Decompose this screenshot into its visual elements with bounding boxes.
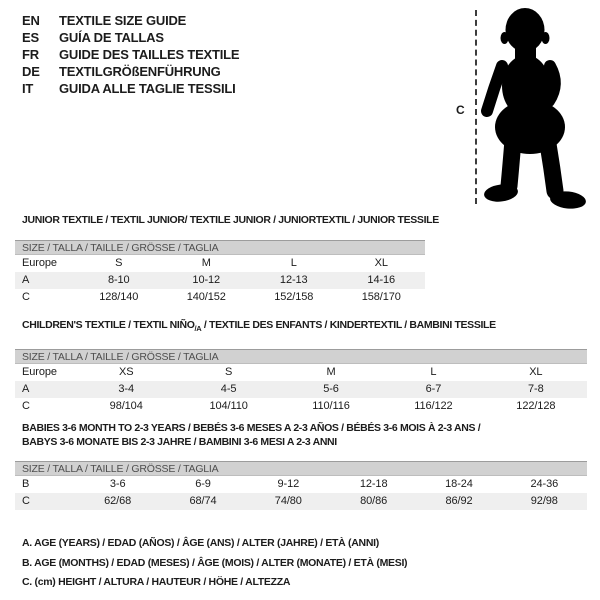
babies-size-table [15,461,587,510]
junior-size-table [15,240,425,306]
section-childrens-textile [15,318,587,415]
language-row [22,12,239,29]
height-cell: 74/80 [274,495,302,507]
language-code: EN [22,13,40,28]
age-cell: 18-24 [445,478,473,490]
table-row-europe [15,255,425,272]
language-row [22,29,239,46]
footnote-b: B. AGE (MONTHS) / EDAD (MESES) / ÂGE (MOIS) / ALTER (MONATE) / ETÀ (MESI) [22,556,408,569]
age-cell: 6-9 [195,478,211,490]
height-cell: 92/98 [530,495,558,507]
size-header-bar: SIZE / TALLA / TAILLE / GRÖSSE / TAGLIA [15,349,587,364]
footnote-c: C. (cm) HEIGHT / ALTURA / HAUTEUR / HÖHE / ALTEZZA [22,576,291,588]
row-label: C [22,495,30,507]
table-row-age [15,272,425,289]
height-cell: 158/170 [361,291,401,303]
size-cell: XL [374,257,388,269]
children-size-table [15,349,587,415]
language-title: GUIDE DES TAILLES TEXTILE [59,47,240,62]
section-title: CHILDREN'S TEXTILE / TEXTIL $NIÑO_{/A}$ / TEXTILE DES ENFANTS / KINDERTEXTIL / BAMBINI TESSILE [22,319,496,334]
height-cell: 152/158 [274,291,314,303]
row-label: C [22,400,30,413]
height-cell: 62/68 [104,495,132,507]
age-cell: 24-36 [530,478,559,490]
language-title: TEXTILE SIZE GUIDE [59,13,187,28]
section-title: JUNIOR TEXTILE / TEXTIL JUNIOR/ TEXTILE JUNIOR / JUNIORTEXTIL / JUNIOR TESSILE [22,214,439,226]
table-row-europe [15,364,587,381]
age-cell: 12-18 [359,478,388,490]
language-code: FR [22,47,39,62]
age-cell: 10-12 [192,274,221,286]
language-code: ES [22,30,39,45]
row-label: C [22,291,30,303]
height-cell: 98/104 [109,400,143,413]
language-title: GUIDA ALLE TAGLIE TESSILI [59,81,236,96]
legend-footnotes [22,534,407,593]
row-label: A [22,383,30,396]
row-label: Europe [22,366,57,379]
language-row [22,46,239,63]
height-cell: 80/86 [360,495,388,507]
table-row-age [15,381,587,398]
age-cell: 3-6 [109,478,126,490]
size-header-bar: SIZE / TALLA / TAILLE / GRÖSSE / TAGLIA [15,240,425,255]
language-row [22,80,239,97]
footnote-a: A. AGE (YEARS) / EDAD (AÑOS) / ÂGE (ANS) / ALTER (JAHRE) / ETÀ (ANNI) [22,537,379,549]
height-cell: 140/152 [186,291,226,303]
age-cell: 8-10 [107,274,130,286]
height-cell: 116/122 [414,400,453,413]
height-cell: 110/116 [312,400,350,413]
age-cell: 4-5 [220,383,237,396]
age-cell: 9-12 [277,478,300,490]
age-cell: 12-13 [279,274,308,286]
size-cell: XS [118,366,134,379]
height-cell: 128/140 [99,291,139,303]
age-cell: 3-4 [118,383,134,396]
size-cell: M [326,366,336,379]
height-cell: 122/128 [516,400,556,413]
language-title: TEXTILGRÖßENFÜHRUNG [59,64,221,79]
size-cell: M [201,257,211,269]
height-cell: 68/74 [189,495,217,507]
size-cell: L [430,366,437,379]
section-title-line1: BABIES 3-6 MONTH TO 2-3 YEARS / BEBÉS 3-6 MESES A 2-3 AÑOS / BÉBÉS 3-6 MOIS À 2-3 ANS / [22,422,481,434]
section-junior-textile [15,213,439,306]
size-header-bar: SIZE / TALLA / TAILLE / GRÖSSE / TAGLIA [15,461,587,476]
baby-figure [445,0,600,215]
age-cell: 5-6 [323,383,339,396]
size-cell: S [115,257,123,269]
row-label: Europe [22,257,57,269]
language-code: DE [22,64,40,79]
size-cell: S [224,366,233,379]
height-cell: 104/110 [209,400,248,413]
table-row-height [15,289,425,306]
table-row-age-months [15,476,587,493]
row-label: A [22,274,30,286]
language-code: IT [22,81,34,96]
language-title-list [22,12,239,97]
table-row-height [15,398,587,415]
height-label-c: C [456,103,465,117]
baby-silhouette [468,0,598,212]
section-title-line2: BABYS 3-6 MONATE BIS 2-3 JAHRE / BAMBINI 3-6 MESI A 2-3 ANNI [22,436,337,448]
section-babies-textile [15,421,587,510]
age-cell: 14-16 [367,274,396,286]
age-cell: 6-7 [425,383,442,396]
height-cell: 86/92 [445,495,473,507]
nino-a-subscript: /A [194,324,202,334]
age-cell: 7-8 [528,383,544,396]
language-title: GUÍA DE TALLAS [59,30,164,45]
language-row [22,63,239,80]
table-row-height [15,493,587,510]
row-label: B [22,478,30,490]
size-cell: L [290,257,297,269]
size-cell: XL [529,366,543,379]
